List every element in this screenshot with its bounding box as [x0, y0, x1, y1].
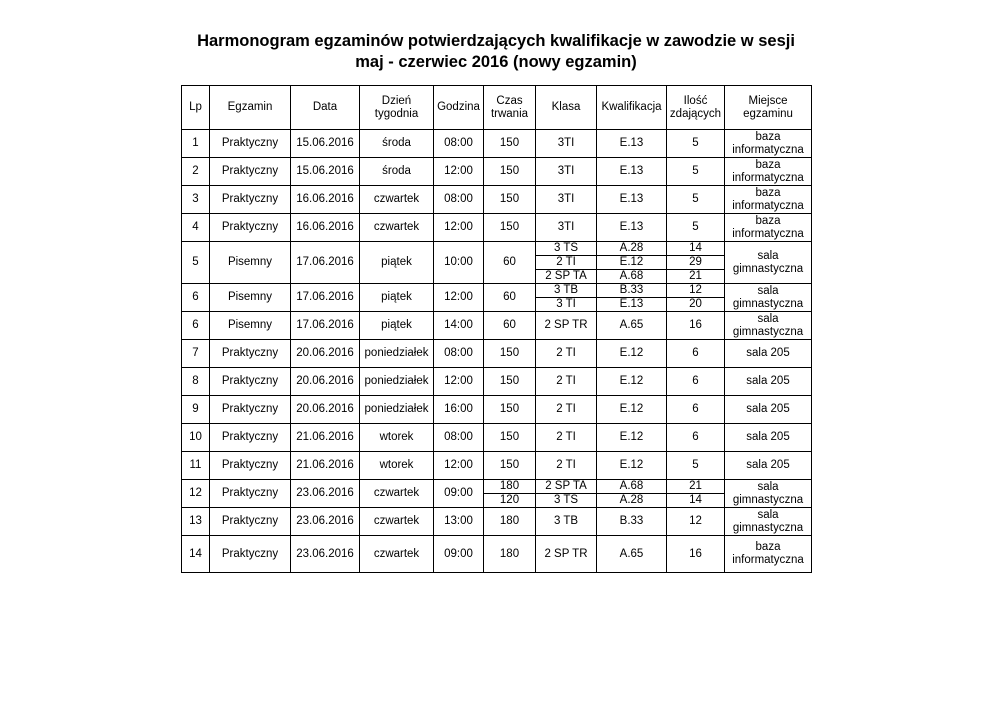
header-ilosc-zdajacych: Ilość zdających — [667, 86, 725, 130]
cell-kwalifikacja: A.65 — [597, 312, 667, 340]
table-row — [182, 396, 812, 424]
cell-miejsce: baza informatyczna — [725, 158, 812, 186]
cell-data: 15.06.2016 — [291, 130, 360, 158]
cell-dzien: czwartek — [360, 186, 434, 214]
cell-lp: 10 — [182, 424, 210, 452]
cell-czas: 60 — [484, 312, 536, 340]
cell-kwalifikacja: E.13 — [597, 298, 667, 312]
cell-ilosc: 6 — [667, 340, 725, 368]
cell-data: 23.06.2016 — [291, 536, 360, 573]
cell-ilosc: 6 — [667, 424, 725, 452]
cell-lp: 7 — [182, 340, 210, 368]
cell-kwalifikacja: E.12 — [597, 368, 667, 396]
cell-ilosc: 20 — [667, 298, 725, 312]
cell-kwalifikacja: E.13 — [597, 130, 667, 158]
cell-klasa: 2 SP TR — [536, 312, 597, 340]
cell-godzina: 08:00 — [434, 186, 484, 214]
table-row — [182, 242, 812, 256]
cell-czas: 150 — [484, 214, 536, 242]
cell-egzamin: Pisemny — [210, 312, 291, 340]
cell-miejsce: sala gimnastyczna — [725, 508, 812, 536]
cell-godzina: 12:00 — [434, 284, 484, 312]
cell-czas: 150 — [484, 130, 536, 158]
cell-egzamin: Praktyczny — [210, 130, 291, 158]
cell-kwalifikacja: E.12 — [597, 256, 667, 270]
cell-godzina: 12:00 — [434, 368, 484, 396]
cell-ilosc: 12 — [667, 284, 725, 298]
cell-kwalifikacja: A.68 — [597, 480, 667, 494]
cell-ilosc: 21 — [667, 480, 725, 494]
header-data: Data — [291, 86, 360, 130]
table-row — [182, 368, 812, 396]
cell-czas: 150 — [484, 158, 536, 186]
title-line-2: maj - czerwiec 2016 (nowy egzamin) — [355, 53, 637, 71]
cell-dzien: czwartek — [360, 480, 434, 508]
cell-miejsce: sala 205 — [725, 368, 812, 396]
cell-klasa: 3TI — [536, 130, 597, 158]
cell-miejsce: sala gimnastyczna — [725, 480, 812, 508]
header-klasa: Klasa — [536, 86, 597, 130]
cell-data: 21.06.2016 — [291, 424, 360, 452]
cell-godzina: 08:00 — [434, 424, 484, 452]
cell-data: 20.06.2016 — [291, 368, 360, 396]
cell-klasa: 3 TB — [536, 284, 597, 298]
cell-czas: 60 — [484, 242, 536, 284]
cell-czas: 120 — [484, 494, 536, 508]
cell-kwalifikacja: E.13 — [597, 186, 667, 214]
cell-godzina: 08:00 — [434, 130, 484, 158]
table-row — [182, 158, 812, 186]
table-row — [182, 340, 812, 368]
cell-data: 17.06.2016 — [291, 242, 360, 284]
cell-kwalifikacja: B.33 — [597, 508, 667, 536]
cell-czas: 150 — [484, 452, 536, 480]
cell-lp: 12 — [182, 480, 210, 508]
cell-egzamin: Praktyczny — [210, 424, 291, 452]
cell-klasa: 3 TI — [536, 298, 597, 312]
cell-miejsce: sala gimnastyczna — [725, 242, 812, 284]
cell-czas: 150 — [484, 424, 536, 452]
cell-godzina: 13:00 — [434, 508, 484, 536]
cell-ilosc: 5 — [667, 186, 725, 214]
cell-data: 17.06.2016 — [291, 312, 360, 340]
header-czas-trwania: Czas trwania — [484, 86, 536, 130]
cell-miejsce: sala 205 — [725, 424, 812, 452]
cell-dzien: wtorek — [360, 452, 434, 480]
cell-kwalifikacja: E.12 — [597, 424, 667, 452]
table-row — [182, 508, 812, 536]
cell-dzien: środa — [360, 130, 434, 158]
cell-godzina: 16:00 — [434, 396, 484, 424]
cell-lp: 2 — [182, 158, 210, 186]
cell-klasa: 3 TS — [536, 494, 597, 508]
cell-kwalifikacja: E.13 — [597, 158, 667, 186]
cell-lp: 13 — [182, 508, 210, 536]
cell-ilosc: 14 — [667, 494, 725, 508]
cell-egzamin: Praktyczny — [210, 340, 291, 368]
cell-egzamin: Pisemny — [210, 284, 291, 312]
cell-egzamin: Praktyczny — [210, 480, 291, 508]
cell-miejsce: baza informatyczna — [725, 130, 812, 158]
cell-kwalifikacja: B.33 — [597, 284, 667, 298]
header-egzamin: Egzamin — [210, 86, 291, 130]
cell-ilosc: 21 — [667, 270, 725, 284]
cell-klasa: 2 TI — [536, 340, 597, 368]
cell-klasa: 2 SP TA — [536, 270, 597, 284]
cell-egzamin: Praktyczny — [210, 536, 291, 573]
cell-kwalifikacja: A.28 — [597, 242, 667, 256]
cell-dzien: poniedziałek — [360, 396, 434, 424]
cell-klasa: 2 SP TR — [536, 536, 597, 573]
cell-egzamin: Pisemny — [210, 242, 291, 284]
header-row — [182, 86, 812, 130]
cell-godzina: 12:00 — [434, 214, 484, 242]
cell-egzamin: Praktyczny — [210, 396, 291, 424]
cell-czas: 150 — [484, 186, 536, 214]
cell-dzien: środa — [360, 158, 434, 186]
cell-lp: 14 — [182, 536, 210, 573]
cell-data: 23.06.2016 — [291, 480, 360, 508]
title-line-1: Harmonogram egzaminów potwierdzających kwalifikacje w zawodzie w sesji — [197, 32, 795, 50]
cell-egzamin: Praktyczny — [210, 186, 291, 214]
cell-lp: 11 — [182, 452, 210, 480]
cell-czas: 150 — [484, 396, 536, 424]
cell-czas: 180 — [484, 536, 536, 573]
header-lp: Lp — [182, 86, 210, 130]
table-row — [182, 480, 812, 494]
cell-godzina: 14:00 — [434, 312, 484, 340]
cell-miejsce: baza informatyczna — [725, 536, 812, 573]
cell-data: 21.06.2016 — [291, 452, 360, 480]
cell-ilosc: 6 — [667, 396, 725, 424]
cell-dzien: piątek — [360, 284, 434, 312]
cell-dzien: piątek — [360, 242, 434, 284]
cell-czas: 150 — [484, 368, 536, 396]
cell-czas: 180 — [484, 508, 536, 536]
cell-klasa: 2 TI — [536, 368, 597, 396]
cell-ilosc: 5 — [667, 214, 725, 242]
header-miejsce-egzaminu: Miejsce egzaminu — [725, 86, 812, 130]
cell-ilosc: 12 — [667, 508, 725, 536]
cell-data: 20.06.2016 — [291, 340, 360, 368]
cell-miejsce: baza informatyczna — [725, 186, 812, 214]
cell-lp: 6 — [182, 312, 210, 340]
header-dzien-tygodnia: Dzień tygodnia — [360, 86, 434, 130]
cell-klasa: 2 SP TA — [536, 480, 597, 494]
cell-ilosc: 6 — [667, 368, 725, 396]
cell-data: 17.06.2016 — [291, 284, 360, 312]
table-row — [182, 130, 812, 158]
table-row — [182, 186, 812, 214]
cell-dzien: piątek — [360, 312, 434, 340]
cell-lp: 5 — [182, 242, 210, 284]
cell-godzina: 08:00 — [434, 340, 484, 368]
document-title — [0, 31, 992, 73]
cell-kwalifikacja: E.12 — [597, 452, 667, 480]
cell-kwalifikacja: E.12 — [597, 396, 667, 424]
cell-miejsce: sala 205 — [725, 452, 812, 480]
cell-miejsce: baza informatyczna — [725, 214, 812, 242]
cell-kwalifikacja: E.12 — [597, 340, 667, 368]
cell-data: 15.06.2016 — [291, 158, 360, 186]
cell-miejsce: sala 205 — [725, 396, 812, 424]
cell-data: 23.06.2016 — [291, 508, 360, 536]
cell-lp: 1 — [182, 130, 210, 158]
cell-kwalifikacja: A.65 — [597, 536, 667, 573]
cell-kwalifikacja: A.68 — [597, 270, 667, 284]
cell-ilosc: 29 — [667, 256, 725, 270]
cell-egzamin: Praktyczny — [210, 452, 291, 480]
table-row — [182, 214, 812, 242]
cell-klasa: 2 TI — [536, 396, 597, 424]
cell-miejsce: sala gimnastyczna — [725, 312, 812, 340]
cell-dzien: czwartek — [360, 214, 434, 242]
table-row — [182, 452, 812, 480]
cell-ilosc: 5 — [667, 130, 725, 158]
cell-klasa: 3TI — [536, 214, 597, 242]
cell-godzina: 12:00 — [434, 452, 484, 480]
cell-ilosc: 14 — [667, 242, 725, 256]
cell-egzamin: Praktyczny — [210, 508, 291, 536]
cell-klasa: 3TI — [536, 186, 597, 214]
cell-lp: 4 — [182, 214, 210, 242]
cell-klasa: 2 TI — [536, 256, 597, 270]
cell-dzien: poniedziałek — [360, 340, 434, 368]
cell-dzien: czwartek — [360, 536, 434, 573]
cell-lp: 8 — [182, 368, 210, 396]
cell-kwalifikacja: E.13 — [597, 214, 667, 242]
cell-dzien: poniedziałek — [360, 368, 434, 396]
cell-czas: 150 — [484, 340, 536, 368]
table-row — [182, 312, 812, 340]
cell-dzien: wtorek — [360, 424, 434, 452]
cell-godzina: 10:00 — [434, 242, 484, 284]
cell-kwalifikacja: A.28 — [597, 494, 667, 508]
cell-lp: 3 — [182, 186, 210, 214]
exam-schedule-table — [181, 85, 812, 573]
cell-data: 16.06.2016 — [291, 186, 360, 214]
table-row — [182, 536, 812, 573]
cell-lp: 9 — [182, 396, 210, 424]
cell-godzina: 09:00 — [434, 480, 484, 508]
cell-lp: 6 — [182, 284, 210, 312]
cell-egzamin: Praktyczny — [210, 158, 291, 186]
cell-dzien: czwartek — [360, 508, 434, 536]
table-row — [182, 424, 812, 452]
cell-godzina: 09:00 — [434, 536, 484, 573]
header-kwalifikacja: Kwalifikacja — [597, 86, 667, 130]
cell-klasa: 2 TI — [536, 424, 597, 452]
cell-czas: 60 — [484, 284, 536, 312]
cell-data: 20.06.2016 — [291, 396, 360, 424]
cell-klasa: 3TI — [536, 158, 597, 186]
cell-godzina: 12:00 — [434, 158, 484, 186]
cell-klasa: 3 TB — [536, 508, 597, 536]
cell-ilosc: 16 — [667, 536, 725, 573]
cell-egzamin: Praktyczny — [210, 368, 291, 396]
cell-miejsce: sala gimnastyczna — [725, 284, 812, 312]
cell-data: 16.06.2016 — [291, 214, 360, 242]
cell-egzamin: Praktyczny — [210, 214, 291, 242]
cell-ilosc: 16 — [667, 312, 725, 340]
cell-ilosc: 5 — [667, 452, 725, 480]
cell-klasa: 2 TI — [536, 452, 597, 480]
cell-czas: 180 — [484, 480, 536, 494]
header-godzina: Godzina — [434, 86, 484, 130]
cell-ilosc: 5 — [667, 158, 725, 186]
cell-klasa: 3 TS — [536, 242, 597, 256]
cell-miejsce: sala 205 — [725, 340, 812, 368]
table-row — [182, 284, 812, 298]
